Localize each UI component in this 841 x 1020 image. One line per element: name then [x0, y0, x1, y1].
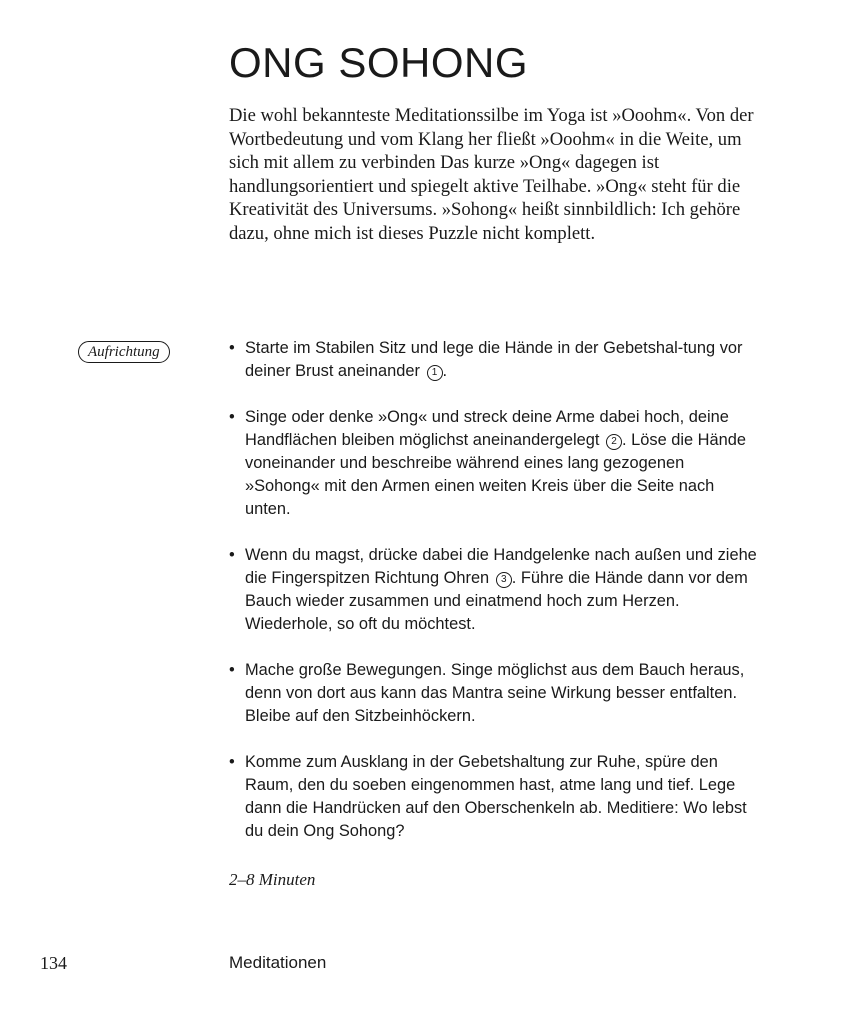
list-item — [229, 544, 759, 636]
step-text-continued: . Löse die Hände voneinander und beschreibe während eines lang gezogenen »Sohong« mit den Armen einen weiten Kreis über die Seite nach unten. — [245, 431, 746, 518]
step-text: Starte im Stabilen Sitz und lege die Hände in der Gebetshal-tung vor deiner Brust aneinander — [245, 339, 743, 380]
step-text-continued: . — [442, 362, 448, 380]
step-text: Komme zum Ausklang in der Gebetshaltung zur Ruhe, spüre den Raum, den du soeben eingenommen hast, atme lang und tief. Lege dann die Handrücken auf den Oberschenkeln ab. Meditiere: Wo lebst du dein Ong Sohong? — [245, 753, 747, 840]
step-text: Wenn du magst, drücke dabei die Handgelenke nach außen und ziehe die Fingerspitzen Richtung Ohren — [245, 546, 757, 587]
page-number: 134 — [40, 953, 67, 973]
step-text: Mache große Bewegungen. Singe möglichst aus dem Bauch heraus, denn von dort aus kann das Mantra seine Wirkung besser entfalten. Bleibe auf den Sitzbeinhöckern. — [245, 661, 745, 725]
figure-reference-badge: 3 — [496, 572, 512, 588]
step-text: Singe oder denke »Ong« und streck deine Arme dabei hoch, deine Handflächen bleiben möglichst aneinandergelegt — [245, 408, 729, 449]
intro-paragraph: Die wohl bekannteste Meditationssilbe im Yoga ist »Ooohm«. Von der Wortbedeutung und vom Klang her fließt »Ooohm« in die Weite, um sich mit allem zu verbinden Das kurze »Ong« dagegen ist handlungsorientiert und spiegelt aktive Teilhabe. »Ong« steht für die Kreativität des Universums. »Sohong« heißt sinnbildlich: Ich gehöre dazu, ohne mich ist dieses Puzzle nicht komplett. — [229, 105, 754, 244]
section-title: Meditationen — [229, 953, 327, 972]
list-item — [229, 406, 759, 521]
category-tag: Aufrichtung — [78, 341, 170, 363]
list-item — [229, 751, 759, 843]
figure-reference-badge: 2 — [606, 434, 622, 450]
list-item — [229, 337, 759, 383]
page-title: ONG SOHONG — [229, 39, 529, 86]
step-text-continued: . Führe die Hände dann vor dem Bauch wieder zusammen und einatmend hoch zum Herzen. Wiederhole, so oft du möchtest. — [245, 569, 748, 633]
figure-reference-badge: 1 — [427, 365, 443, 381]
instruction-list — [229, 337, 759, 866]
duration-label: 2–8 Minuten — [229, 870, 316, 889]
list-item — [229, 659, 759, 728]
